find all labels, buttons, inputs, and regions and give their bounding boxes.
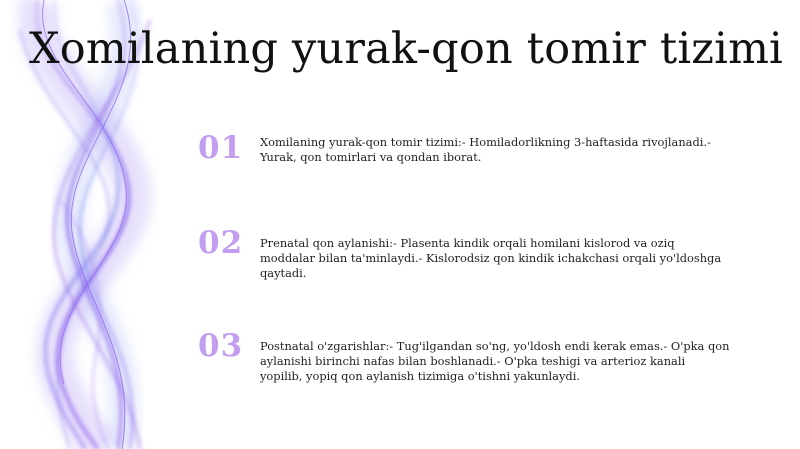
item-number: 03 [198,328,244,364]
item-text: Postnatal o'zgarishlar:- Tug'ilgandan so'ng, yo'ldosh endi kerak emas.- O'pka qon aylanishi birinchi nafas bilan boshlanadi.- O'pka teshigi va arterioz kanali yopilib, yopiq qon aylanish tizimiga o'tishni yakunlaydi. [260,339,730,383]
item-text: Xomilaning yurak-qon tomir tizimi:- Homiladorlikning 3-haftasida rivojlanadi.- Yurak, qon tomirlari va qondan iborat. [260,135,711,164]
item-number: 02 [198,225,244,261]
item-text: Prenatal qon aylanishi:- Plasenta kindik orqali homilani kislorod va oziq moddalar bilan ta'minlaydi.- Kislorodsiz qon kindik ichakchasi orqali yo'ldoshga qaytadi. [260,236,722,280]
slide-title: Xomilaning yurak-qon tomir tizimi [28,24,784,74]
item-number: 01 [198,130,244,166]
